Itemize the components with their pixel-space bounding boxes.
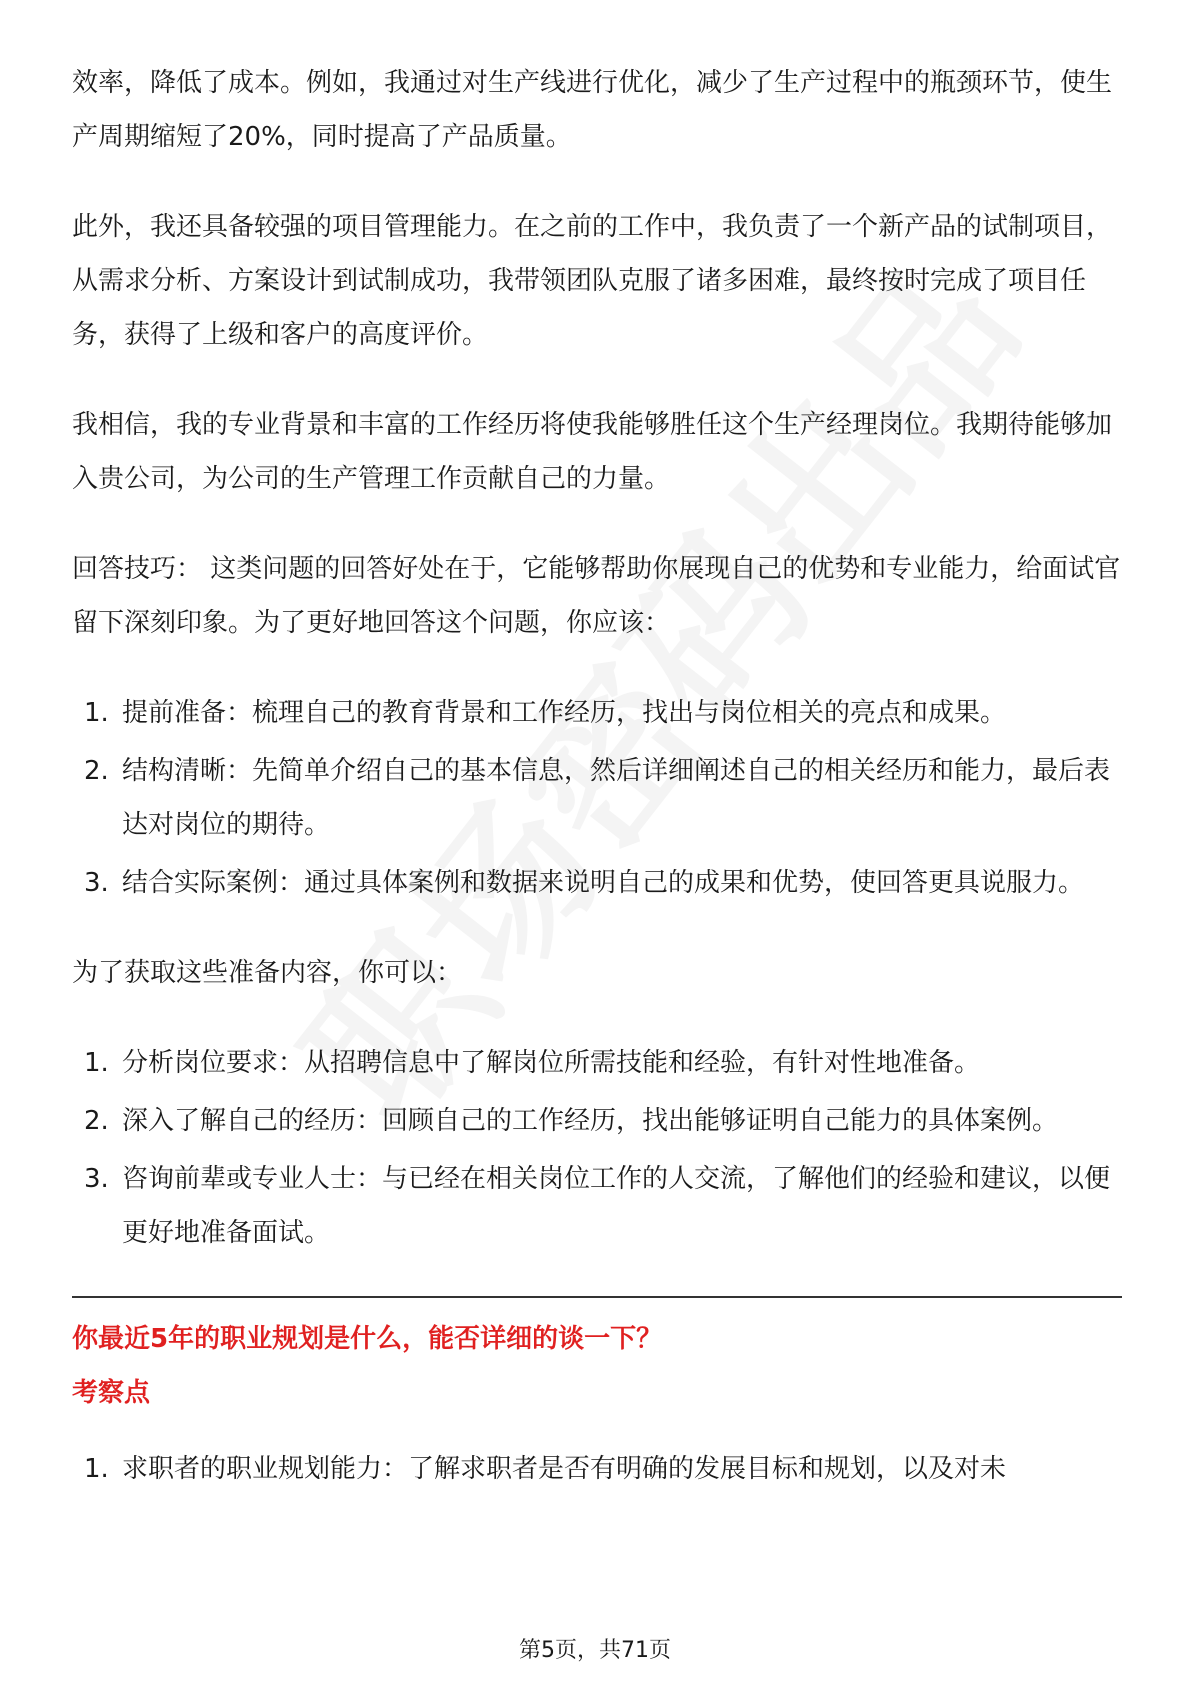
list-number: 1. — [84, 1454, 109, 1484]
list-number: 1. — [84, 1048, 109, 1078]
paragraph-preparation-intro: 为了获取这些准备内容，你可以： — [72, 958, 463, 988]
list-number: 2. — [84, 1106, 109, 1136]
paragraph-answer-tips: 回答技巧： 这类问题的回答好处在于，它能够帮助你展现自己的优势和专业能力，给面试官留下深刻印象。为了更好地回答这个问题，你应该： — [72, 554, 1121, 638]
list-number: 2. — [84, 756, 109, 786]
list-text: 结合实际案例：通过具体案例和数据来说明自己的成果和优势，使回答更具说服力。 — [122, 868, 1085, 898]
list-number: 1. — [84, 698, 109, 728]
paragraph-efficiency: 效率，降低了成本。例如，我通过对生产线进行优化，减少了生产过程中的瓶颈环节，使生产周期缩短了20%，同时提高了产品质量。 — [72, 68, 1113, 152]
list-text: 分析岗位要求：从招聘信息中了解岗位所需技能和经验，有针对性地准备。 — [122, 1048, 981, 1078]
list-number: 3. — [84, 868, 109, 898]
list-item — [72, 1152, 1122, 1260]
paragraph-project-management: 此外，我还具备较强的项目管理能力。在之前的工作中，我负责了一个新产品的试制项目，从需求分析、方案设计到试制成功，我带领团队克服了诸多困难，最终按时完成了项目任务，获得了上级和客户的高度评价。 — [72, 212, 1113, 350]
tips-list — [72, 686, 1122, 910]
list-item — [72, 686, 1122, 740]
list-number: 3. — [84, 1164, 109, 1194]
list-item — [72, 1442, 1122, 1496]
question-subtitle: 考察点 — [72, 1378, 151, 1408]
list-item — [72, 744, 1122, 852]
page-footer: 第5页，共71页 — [519, 1638, 671, 1663]
preparation-list — [72, 1036, 1122, 1260]
section-divider — [72, 1296, 1122, 1298]
list-text: 结构清晰：先简单介绍自己的基本信息，然后详细阐述自己的相关经历和能力，最后表达对岗位的期待。 — [122, 756, 1111, 840]
list-text: 深入了解自己的经历：回顾自己的工作经历，找出能够证明自己能力的具体案例。 — [122, 1106, 1059, 1136]
paragraph-conclusion: 我相信，我的专业背景和丰富的工作经历将使我能够胜任这个生产经理岗位。我期待能够加入贵公司，为公司的生产管理工作贡献自己的力量。 — [72, 410, 1113, 494]
assessment-points-list — [72, 1442, 1122, 1496]
list-text: 求职者的职业规划能力：了解求职者是否有明确的发展目标和规划，以及对未 — [122, 1454, 1007, 1484]
list-item — [72, 1094, 1122, 1148]
question-title: 你最近5年的职业规划是什么，能否详细的谈一下？ — [72, 1324, 663, 1354]
list-item — [72, 1036, 1122, 1090]
list-item — [72, 856, 1122, 910]
list-text: 提前准备：梳理自己的教育背景和工作经历，找出与岗位相关的亮点和成果。 — [122, 698, 1007, 728]
list-text: 咨询前辈或专业人士：与已经在相关岗位工作的人交流，了解他们的经验和建议，以便更好地准备面试。 — [122, 1164, 1111, 1248]
document-page — [72, 56, 1122, 1532]
